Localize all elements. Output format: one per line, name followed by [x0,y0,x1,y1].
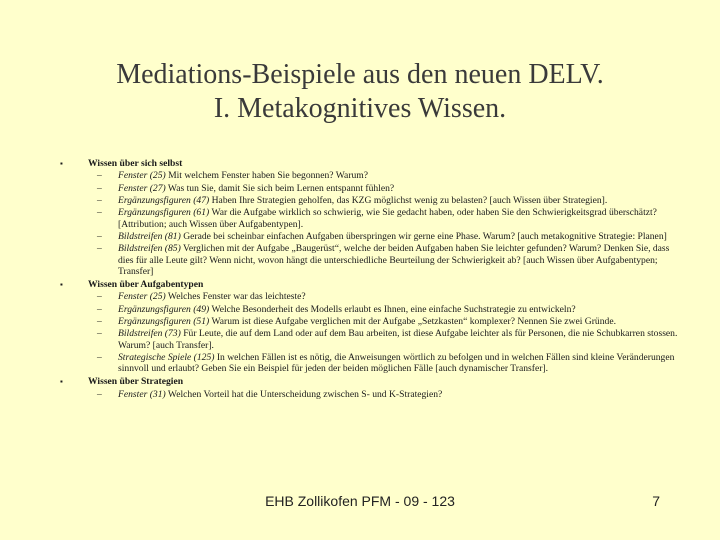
slide-title [40,58,680,126]
dash-icon: – [97,243,102,255]
list-item [88,291,678,302]
list-item [88,195,678,206]
item-text: In welchen Fällen ist es nötig, die Anweisungen wörtlich zu befolgen und in welchen Fällen sind kleine Veränderungen sinnvoll und erlaubt? Geben Sie ein Beispiel für jeden der beiden möglichen Fälle [auch dynamischer Transfer]. [118,351,675,375]
square-bullet-icon: ▪ [60,159,63,168]
dash-icon: – [97,315,102,327]
dash-icon: – [97,194,102,206]
list-item [88,207,678,229]
section-heading: Wissen über Aufgabentypen [88,278,204,290]
item-text: Welchen Vorteil hat die Unterscheidung zwischen S- und K-Strategien? [165,388,443,400]
item-reference: Bildstreifen (81) [118,230,181,242]
list-item [88,328,678,350]
list-item [88,170,678,181]
list-item [88,304,678,315]
item-text: Welches Fenster war das leichteste? [165,291,306,303]
section-heading: Wissen über sich selbst [88,158,183,169]
item-text: Mit welchem Fenster haben Sie begonnen? Warum? [165,170,369,182]
item-reference: Bildstreifen (85) [118,243,181,255]
list-item [88,243,678,277]
dash-icon: – [97,182,102,194]
sub-list [88,291,678,374]
list-item [88,389,678,400]
sub-list [88,389,678,400]
bullet-section [58,376,678,399]
item-reference: Strategische Spiele (125) [118,351,215,363]
item-reference: Fenster (25) [118,170,166,182]
list-item [88,231,678,242]
dash-icon: – [97,388,102,400]
title-line-2: I. Metakognitives Wissen. [213,93,507,124]
item-reference: Fenster (27) [118,182,166,194]
item-reference: Ergänzungsfiguren (47) [118,194,210,206]
item-text: Welche Besonderheit des Modells erlaubt es Ihnen, eine einfache Suchstrategie zu entwickeln? [209,303,576,315]
item-text: War die Aufgabe wirklich so schwierig, wie Sie gedacht haben, oder haben Sie den Schwierigkeitsgrad überschätzt? [Attribution; auch Wissen über Aufgabentypen]. [118,207,657,230]
list-item [88,316,678,327]
dash-icon: – [97,303,102,315]
item-reference: Ergänzungsfiguren (49) [118,303,210,315]
dash-icon: – [97,328,102,340]
item-text: Haben Ihre Strategien geholfen, das KZG möglichst wenig zu belasten? [auch Wissen über Strategien]. [209,194,608,206]
dash-icon: – [97,291,102,303]
item-text: Gerade bei scheinbar einfachen Aufgaben überspringen wir gerne eine Phase. Warum? [auch metakognitive Strategie: Planen] [180,230,667,242]
item-text: Was tun Sie, damit Sie sich beim Lernen entspannt fühlen? [165,182,395,194]
item-reference: Fenster (25) [118,291,166,303]
dash-icon: – [97,170,102,182]
list-item [88,183,678,194]
footer-text: EHB Zollikofen PFM - 09 - 123 [265,493,455,509]
square-bullet-icon: ▪ [60,279,63,289]
item-reference: Bildstreifen (73) [118,328,181,340]
dash-icon: – [97,207,102,219]
item-text: Warum ist diese Aufgabe verglichen mit der Aufgabe „Setzkasten“ komplexer? Nennen Sie zwei Gründe. [209,315,616,327]
page-number: 7 [652,493,660,509]
title-line-1: Mediations-Beispiele aus den neuen DELV. [116,59,604,90]
item-text: Für Leute, die auf dem Land oder auf dem Bau arbeiten, ist diese Aufgabe leichter als für Personen, die nie Schubkarren stossen. Warum? [auch Transfer]. [118,328,678,351]
dash-icon: – [97,351,102,363]
slide-content [58,158,678,402]
square-bullet-icon: ▪ [60,377,63,387]
list-item [88,352,678,374]
item-text: Verglichen mit der Aufgabe „Baugerüst“, welche der beiden Aufgaben haben Sie leichter gefunden? Warum? Denken Sie, dass dies für alle Leute gilt? Wenn nicht, wovon hängt die unterschiedliche Beurteilung der Schwierigkeit ab? [auch Wissen über Aufgabentypen; Transfer] [118,243,670,277]
sub-list [88,170,678,277]
item-reference: Fenster (31) [118,388,166,400]
item-reference: Ergänzungsfiguren (61) [118,207,210,219]
bullet-section [58,158,678,277]
dash-icon: – [97,230,102,242]
item-reference: Ergänzungsfiguren (51) [118,315,210,327]
bullet-section [58,279,678,374]
section-heading: Wissen über Strategien [88,376,184,388]
